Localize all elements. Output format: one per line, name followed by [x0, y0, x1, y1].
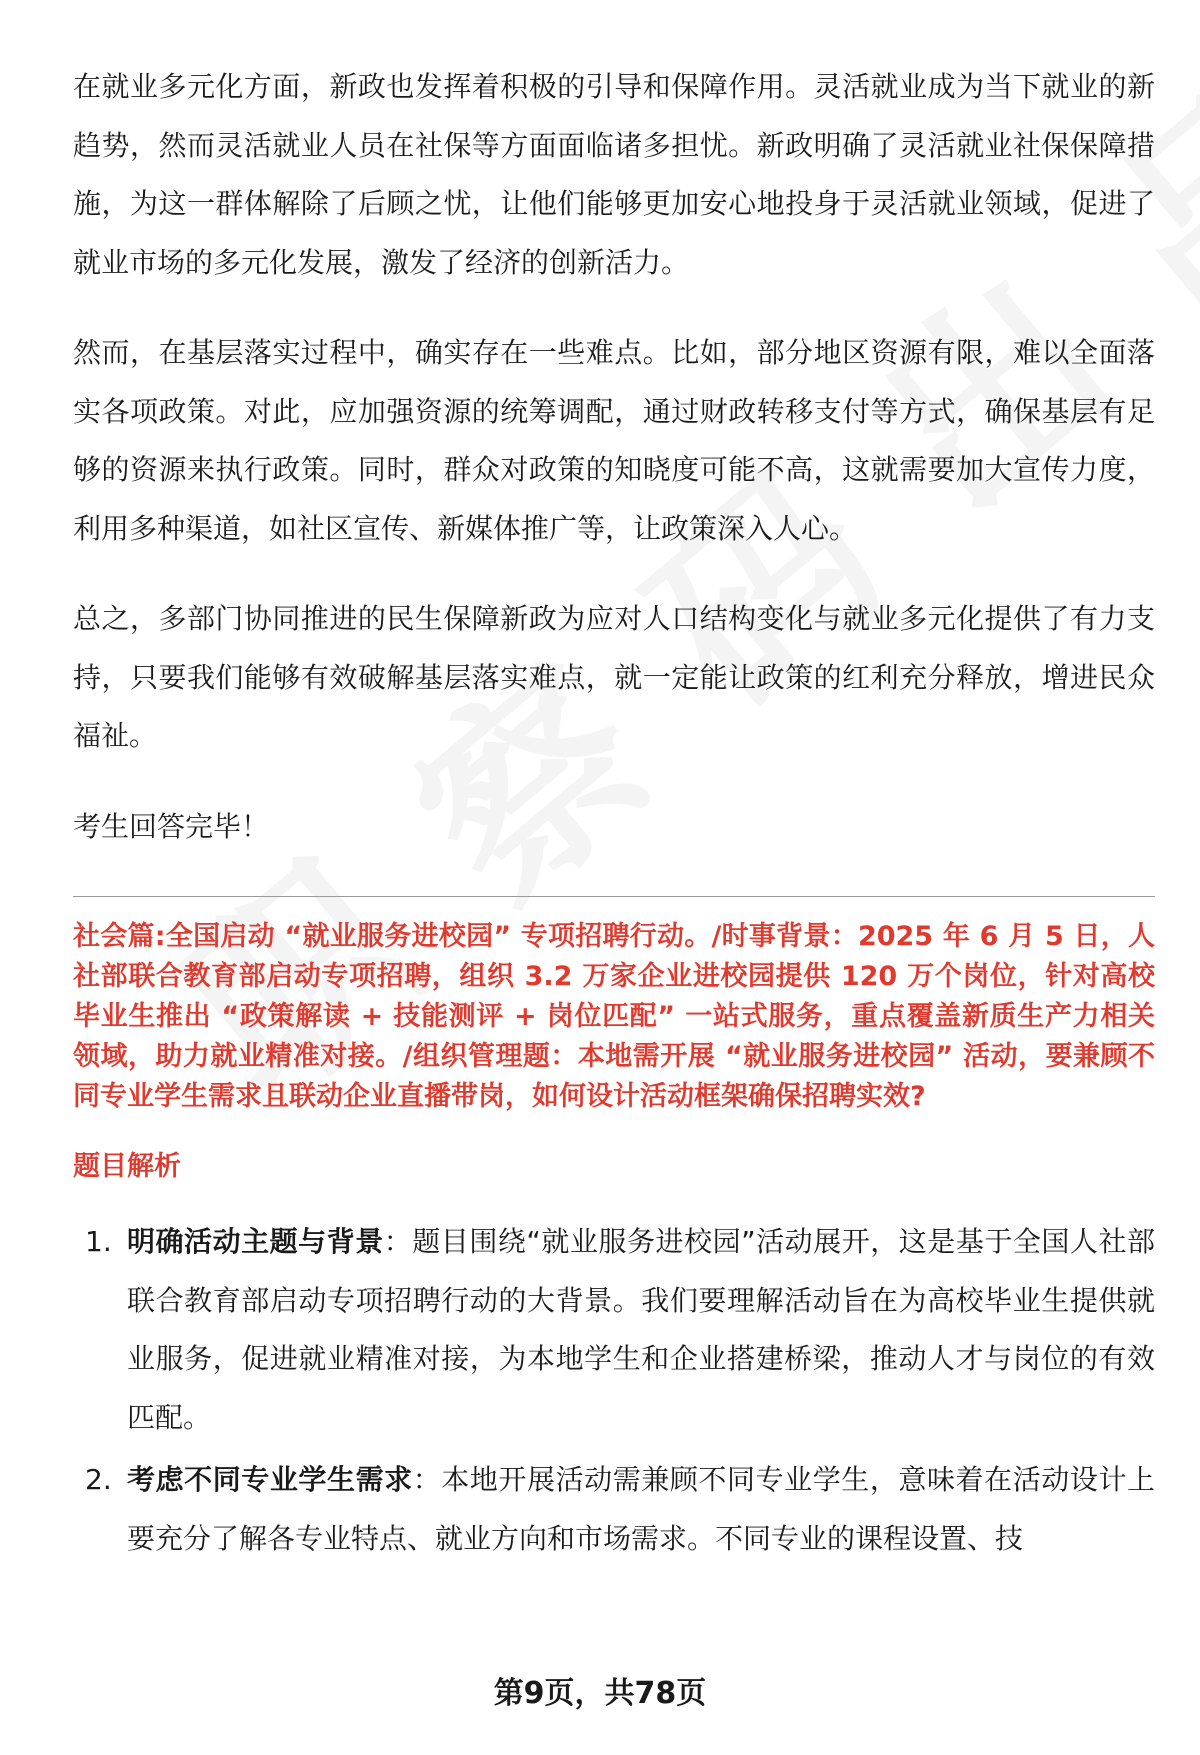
- document-body: [73, 58, 1155, 1572]
- section-divider: [73, 896, 1155, 897]
- analysis-item-text: ：本地开展活动需兼顾不同专业学生，意味着在活动设计上要充分了解各专业特点、就业方向和市场需求。不同专业的课程设置、技: [127, 1463, 1155, 1555]
- question-prompt: 社会篇:全国启动 “就业服务进校园” 专项招聘行动。/时事背景：2025 年 6 月 5 日，人社部联合教育部启动专项招聘，组织 3.2 万家企业进校园提供 120 万个岗位，针对高校毕业生推出 “政策解读 + 技能测评 + 岗位匹配” 一站式服务，重点覆盖新质生产力相关领域，助力就业精准对接。/组织管理题：本地需开展 “就业服务进校园” 活动，要兼顾不同专业学生需求且联动企业直播带岗，如何设计活动框架确保招聘实效?: [73, 921, 1155, 1112]
- paragraph-conclusion: 总之，多部门协同推进的民生保障新政为应对人口结构变化与就业多元化提供了有力支持，只要我们能够有效破解基层落实难点，就一定能让政策的红利充分释放，增进民众福祉。: [73, 602, 1155, 752]
- analysis-item-heading: 考虑不同专业学生需求: [127, 1463, 413, 1496]
- analysis-item-heading: 明确活动主题与背景: [127, 1225, 384, 1258]
- closing-statement: 考生回答完毕！: [73, 809, 270, 843]
- paragraph-grassroots-difficulties: 然而，在基层落实过程中，确实存在一些难点。比如，部分地区资源有限，难以全面落实各项政策。对此，应加强资源的统筹调配，通过财政转移支付等方式，确保基层有足够的资源来执行政策。同时，群众对政策的知晓度可能不高，这就需要加大宣传力度，利用多种渠道，如社区宣传、新媒体推广等，让政策深入人心。: [73, 336, 1155, 545]
- paragraph-employment-diversification: 在就业多元化方面，新政也发挥着积极的引导和保障作用。灵活就业成为当下就业的新趋势，然而灵活就业人员在社保等方面面临诸多担忧。新政明确了灵活就业社保保障措施，为这一群体解除了后顾之忧，让他们能够更加安心地投身于灵活就业领域，促进了就业市场的多元化发展，激发了经济的创新活力。: [73, 70, 1155, 279]
- page-number: 第9页，共78页: [493, 1676, 707, 1711]
- analysis-item: [73, 1451, 1155, 1568]
- analysis-item-text: ：题目围绕“就业服务进校园”活动展开，这是基于全国人社部联合教育部启动专项招聘行动的大背景。我们要理解活动旨在为高校毕业生提供就业服务，促进就业精准对接，为本地学生和企业搭建桥梁，推动人才与岗位的有效匹配。: [127, 1225, 1155, 1434]
- analysis-list: [73, 1213, 1155, 1568]
- list-number: 1.: [85, 1225, 112, 1258]
- list-number: 2.: [85, 1463, 112, 1496]
- analysis-item: [73, 1213, 1155, 1447]
- analysis-title: 题目解析: [73, 1151, 181, 1182]
